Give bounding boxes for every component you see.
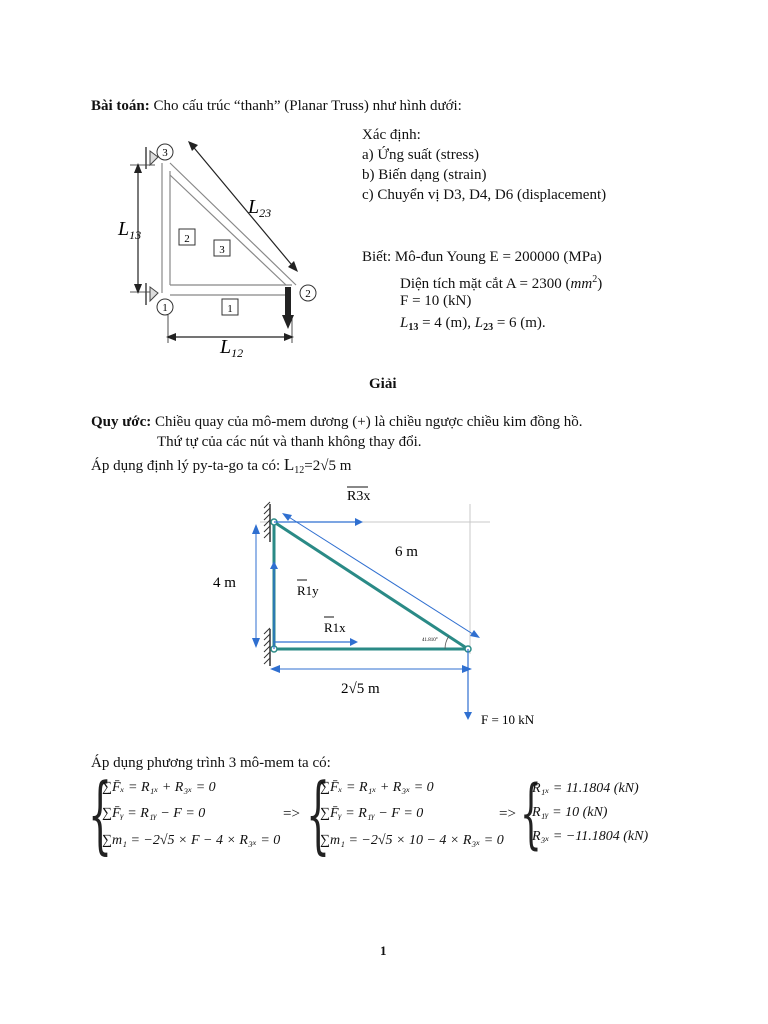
- given-l23-sub: 23: [483, 322, 494, 333]
- member-3-label: 3: [219, 244, 225, 256]
- equation-system-2: [306, 765, 506, 864]
- brace-1: {: [88, 765, 113, 863]
- pythagoras-rhs: =2√5 m: [304, 458, 352, 474]
- convention-line1: [91, 412, 583, 432]
- convention-line2: Thứ tự của các nút và thanh không thay đổi.: [157, 434, 422, 450]
- implies-arrow-2: =>: [499, 806, 516, 822]
- sys1-eq-fy: ∑F̄ᵧ = R₁ᵧ − F = 0: [102, 806, 206, 821]
- brace-3: {: [520, 768, 542, 857]
- determine-title: Xác định:: [362, 127, 421, 143]
- truss-figure: [110, 135, 330, 365]
- label-l12: $L_{12}$: [220, 336, 244, 360]
- label-l13: $L_{13}$: [118, 218, 142, 242]
- result-r1y: R₁ᵧ = 10 (kN): [532, 805, 608, 820]
- member-1-label: 1: [227, 303, 233, 315]
- node-1-label: 1: [162, 302, 168, 314]
- convention-label: Quy ước:: [91, 414, 152, 430]
- given-lengths: [400, 313, 546, 338]
- label-vertical: 4 m: [213, 575, 236, 591]
- sys2-eq-fx: ∑F̄ₓ = R₁ₓ + R₃ₓ = 0: [320, 780, 434, 795]
- dim-line-l23: [190, 143, 296, 270]
- dim-hypotenuse: [282, 513, 480, 638]
- label-r1x: R1x: [324, 620, 346, 635]
- given-force: F = 10 (kN): [400, 293, 472, 309]
- determine-item-strain: b) Biến dạng (strain): [362, 167, 487, 183]
- implies-arrow-1: =>: [283, 806, 300, 822]
- given-area-suffix: ): [597, 276, 603, 292]
- pythagoras-line: [91, 455, 351, 481]
- pythagoras-lhs: L: [283, 455, 295, 474]
- result-r1x: R₁ₓ = 11.1804 (kN): [532, 781, 639, 796]
- label-r3x: R3x: [347, 489, 371, 504]
- pythagoras-text: Áp dụng định lý py-ta-go ta có:: [91, 458, 281, 474]
- given-area-unit: mm: [570, 276, 593, 292]
- given-l23-val: = 6 (m).: [493, 315, 546, 331]
- given-l23-name: L: [474, 315, 484, 331]
- free-body-diagram: [200, 484, 560, 734]
- sys2-eq-m1: ∑m₁ = −2√5 × 10 − 4 × R₃ₓ = 0: [320, 833, 504, 848]
- member-1-horizontal: [170, 285, 292, 295]
- label-force: F = 10 kN: [481, 712, 535, 727]
- member-2-label: 2: [184, 233, 190, 245]
- node-2-label: 2: [305, 288, 311, 300]
- given-l13-name: L: [400, 315, 409, 331]
- dim-base: [270, 665, 472, 673]
- problem-statement: [91, 96, 462, 116]
- given-area-prefix: Diện tích mặt cắt A = 2300 (: [400, 276, 571, 292]
- label-base: 2√5 m: [341, 681, 380, 697]
- solution-title: Giải: [369, 376, 397, 392]
- load-force-arrow: [464, 649, 472, 720]
- result-r3x: R₃ₓ = −11.1804 (kN): [532, 829, 649, 844]
- member-2-vertical: [162, 163, 170, 293]
- label-r1y: R1y: [297, 583, 319, 598]
- page-number: 1: [380, 943, 387, 958]
- wall-support-bottom: [264, 628, 270, 666]
- sys1-eq-fx: ∑F̄ₓ = R₁ₓ + R₃ₓ = 0: [102, 780, 216, 795]
- equations-intro: Áp dụng phương trình 3 mô-mem ta có:: [91, 755, 331, 771]
- determine-block: [362, 125, 606, 205]
- pin-support-1: [146, 283, 158, 305]
- given-l13-sub: 13: [408, 322, 419, 333]
- reaction-r1x-arrow: [274, 638, 358, 646]
- determine-item-stress: a) Ứng suất (stress): [362, 147, 480, 163]
- label-l23: $L_{23}$: [248, 196, 272, 220]
- sys1-eq-m1: ∑m₁ = −2√5 × F − 4 × R₃ₓ = 0: [102, 833, 281, 848]
- equation-system-1: [88, 765, 288, 864]
- problem-text: Cho cấu trúc “thanh” (Planar Truss) như hình dưới:: [153, 98, 462, 114]
- determine-item-displacement: c) Chuyển vị D3, D4, D6 (displacement): [362, 187, 607, 203]
- sys2-eq-fy: ∑F̄ᵧ = R₁ᵧ − F = 0: [320, 806, 424, 821]
- given-label: Biết:: [362, 249, 392, 265]
- member-3-diagonal: [170, 163, 296, 285]
- pythagoras-lhs-sub: 12: [294, 465, 305, 476]
- label-hypotenuse: 6 m: [395, 544, 418, 560]
- dim-vertical: [252, 524, 260, 648]
- given-l13-val: = 4 (m),: [418, 315, 475, 331]
- convention-text1: Chiều quay của mô-mem dương (+) là chiều ngược chiều kim đồng hồ.: [154, 414, 583, 430]
- problem-label: Bài toán:: [91, 98, 150, 114]
- node-3-label: 3: [162, 147, 168, 159]
- brace-2: {: [306, 765, 331, 863]
- equation-system-3: [520, 768, 680, 857]
- given-young-text: Mô-đun Young E = 200000 (MPa): [394, 249, 602, 265]
- given-young: [362, 247, 602, 267]
- given-area-exp: 2: [592, 274, 598, 285]
- pin-support-3: [146, 147, 158, 169]
- reaction-r1y-arrow: [270, 561, 278, 649]
- label-angle: 41.810°: [422, 638, 438, 643]
